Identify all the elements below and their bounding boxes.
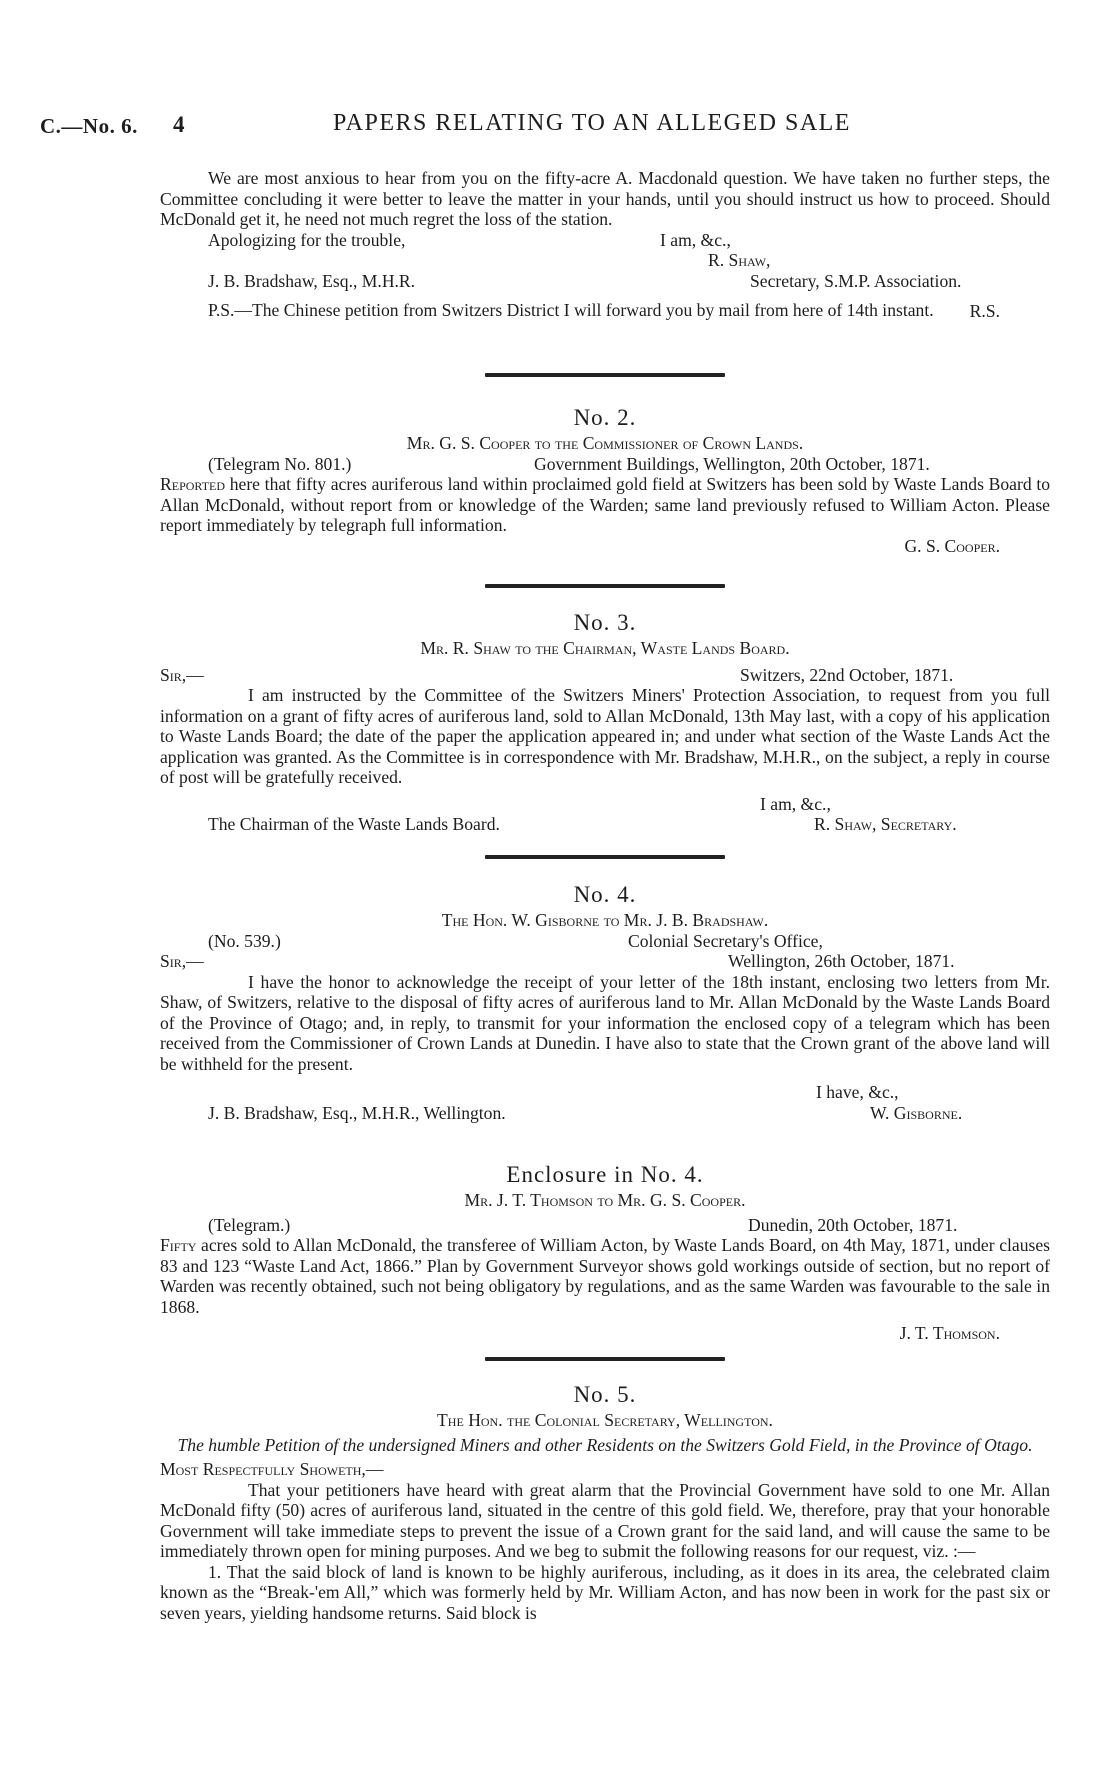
- addressee-line: The Chairman of the Waste Lands Board.: [208, 814, 500, 834]
- petition-body: That your petitioners have heard with great alarm that the Provincial Government have sold to one Mr. Allan McDonald fifty (50) acres of auriferous land, situated in the centre of this gold field. We, therefore, pray that your honorable Government will take immediate steps to prevent the issue of a Crown grant for the said land, and will cause the same to be immediately thrown open for mining purposes. And we beg to submit the following reasons for our request, viz. :—: [160, 1479, 1050, 1561]
- closing-row: [160, 230, 1050, 251]
- letter-body: I am instructed by the Committee of the Switzers Miners' Protection Association, to request from you full information on a grant of fifty acres of auriferous land, sold to Allan McDonald, 13th May last, with a copy of his application to Waste Lands Board; the date of the paper the application appeared in; and under what section of the Waste Lands Act the application was granted. As the Committee is in correspondence with Mr. Bradshaw, M.H.R., on the subject, a reply in course of post will be gratefully received.: [160, 685, 1050, 787]
- section-heading: No. 2.: [573, 405, 637, 430]
- telegram-body: [160, 1235, 1050, 1317]
- document-no-2: [160, 403, 1050, 556]
- letter-body: We are most anxious to hear from you on the fifty-acre A. Macdonald question. We have taken no further steps, the Committee concluding it were better to leave the matter in your hands, until you should instruct us how to proceed. Should McDonald get it, he need not much regret the loss of the station.: [160, 168, 1050, 229]
- section-heading: No. 4.: [573, 882, 637, 907]
- from-to-line: Mr. R. Shaw to the Chairman, Waste Lands Board.: [420, 638, 790, 658]
- salutation-row: [160, 951, 1050, 972]
- page-number: 4: [173, 112, 185, 137]
- apology-line: Apologizing for the trouble,: [208, 229, 406, 250]
- signature: W. Gisborne.: [870, 1102, 963, 1123]
- document-no-5: [160, 1380, 1050, 1623]
- salutation: Sir,—: [160, 664, 204, 685]
- letter-shaw-continued: [160, 168, 1050, 321]
- ref-row: [160, 931, 1050, 952]
- showeth-line: Most Respectfully Showeth,—: [160, 1459, 384, 1479]
- addressee-row: [160, 814, 1050, 835]
- closing-line: I have, &c.,: [816, 1082, 899, 1102]
- letter-ref: (No. 539.): [208, 930, 281, 951]
- addressee-row: [160, 271, 1050, 292]
- closing-line: I am, &c.,: [660, 229, 731, 250]
- signer-name: R. Shaw,: [708, 250, 771, 270]
- from-to-line: The Hon. the Colonial Secretary, Wellington.: [437, 1410, 773, 1430]
- addressee-line: J. B. Bradshaw, Esq., M.H.R., Wellington.: [208, 1102, 506, 1123]
- signature: J. T. Thomson.: [899, 1323, 1000, 1343]
- lead-word: Reported: [160, 474, 226, 494]
- signer-row: [160, 250, 1050, 271]
- section-divider: [160, 373, 1050, 377]
- ref-row: [160, 454, 1050, 475]
- paper-reference: C.—No. 6.: [40, 114, 138, 138]
- signature: R. Shaw, Secretary.: [814, 814, 957, 834]
- ref-row: [160, 1215, 1050, 1236]
- section-divider: [160, 1357, 1050, 1361]
- running-title: PAPERS RELATING TO AN ALLEGED SALE: [333, 110, 851, 136]
- salutation: Sir,—: [160, 951, 204, 971]
- from-to-line: The Hon. W. Gisborne to Mr. J. B. Bradshaw.: [441, 910, 769, 930]
- page-header: [40, 110, 1074, 144]
- from-to-line: Mr. J. T. Thomson to Mr. G. S. Cooper.: [464, 1190, 746, 1210]
- place-date: Wellington, 26th October, 1871.: [728, 951, 955, 971]
- closing-row: [160, 1082, 1050, 1103]
- section-divider: [160, 584, 1050, 588]
- place-date: Dunedin, 20th October, 1871.: [748, 1214, 958, 1235]
- lead-word: Fifty: [160, 1235, 197, 1255]
- section-divider: [160, 855, 1050, 859]
- signature: G. S. Cooper.: [904, 535, 1000, 556]
- addressee-row: [160, 1103, 1050, 1124]
- addressee-line: J. B. Bradshaw, Esq., M.H.R.: [208, 270, 416, 291]
- document-no-4: [160, 880, 1050, 1123]
- telegram-ref: (Telegram No. 801.): [208, 453, 352, 474]
- place-date: Government Buildings, Wellington, 20th October, 1871.: [534, 453, 930, 474]
- salutation-row: [160, 665, 1050, 686]
- section-heading: Enclosure in No. 4.: [506, 1162, 704, 1187]
- petition-title: The humble Petition of the undersigned Miners and other Residents on the Switzers Gold Field, in the Province of Otago.: [177, 1434, 1033, 1455]
- postscript: P.S.—The Chinese petition from Switzers District I will forward you by mail from here of 14th instant.: [208, 300, 934, 320]
- section-heading: No. 3.: [573, 610, 637, 635]
- signer-title: Secretary, S.M.P. Association.: [750, 270, 962, 291]
- closing-row: [160, 794, 1050, 815]
- postscript-initials: R.S.: [969, 300, 1000, 321]
- place-date: Switzers, 22nd October, 1871.: [740, 664, 954, 685]
- letter-body: I have the honor to acknowledge the receipt of your letter of the 18th instant, enclosing two letters from Mr. Shaw, of Switzers, relative to the disposal of fifty acres of auriferous land to Mr. Allan McDonald by the Waste Lands Board of the Province of Otago; and, in reply, to transmit for your information the enclosed copy of a telegram which has been received from the Commissioner of Crown Lands at Dunedin. I have also to state that the Crown grant of the above land will be withheld for the present.: [160, 971, 1050, 1074]
- reason-1: 1. That the said block of land is known to be highly auriferous, including, as it does in its area, the celebrated claim known as the “Break-'em All,” which was formerly held by Mr. William Acton, and has now been in work for the past six or seven years, yielding handsome returns. Said block is: [160, 1561, 1050, 1623]
- telegram-ref: (Telegram.): [208, 1214, 291, 1235]
- enclosure-in-no-4: [160, 1160, 1050, 1344]
- document-no-3: [160, 608, 1050, 835]
- telegram-body: [160, 474, 1050, 536]
- body-text: here that fifty acres auriferous land within proclaimed gold field at Switzers has been sold by Waste Lands Board to Allan McDonald, without report from or knowledge of the Warden; same land previously refused to William Acton. Please report immediately by telegraph full information.: [160, 474, 1050, 535]
- closing-line: I am, &c.,: [760, 793, 831, 814]
- section-heading: No. 5.: [573, 1382, 637, 1407]
- office-line: Colonial Secretary's Office,: [628, 930, 823, 951]
- body-text: acres sold to Allan McDonald, the transferee of William Acton, by Waste Lands Board, on 4th May, 1871, under clauses 83 and 123 “Waste Land Act, 1866.” Plan by Government Surveyor shows gold workings outside of section, but no report of Warden was recently obtained, such not being obligatory by regulations, and as the same Warden was favourable to the sale in 1868.: [160, 1235, 1050, 1317]
- from-to-line: Mr. G. S. Cooper to the Commissioner of Crown Lands.: [406, 433, 804, 453]
